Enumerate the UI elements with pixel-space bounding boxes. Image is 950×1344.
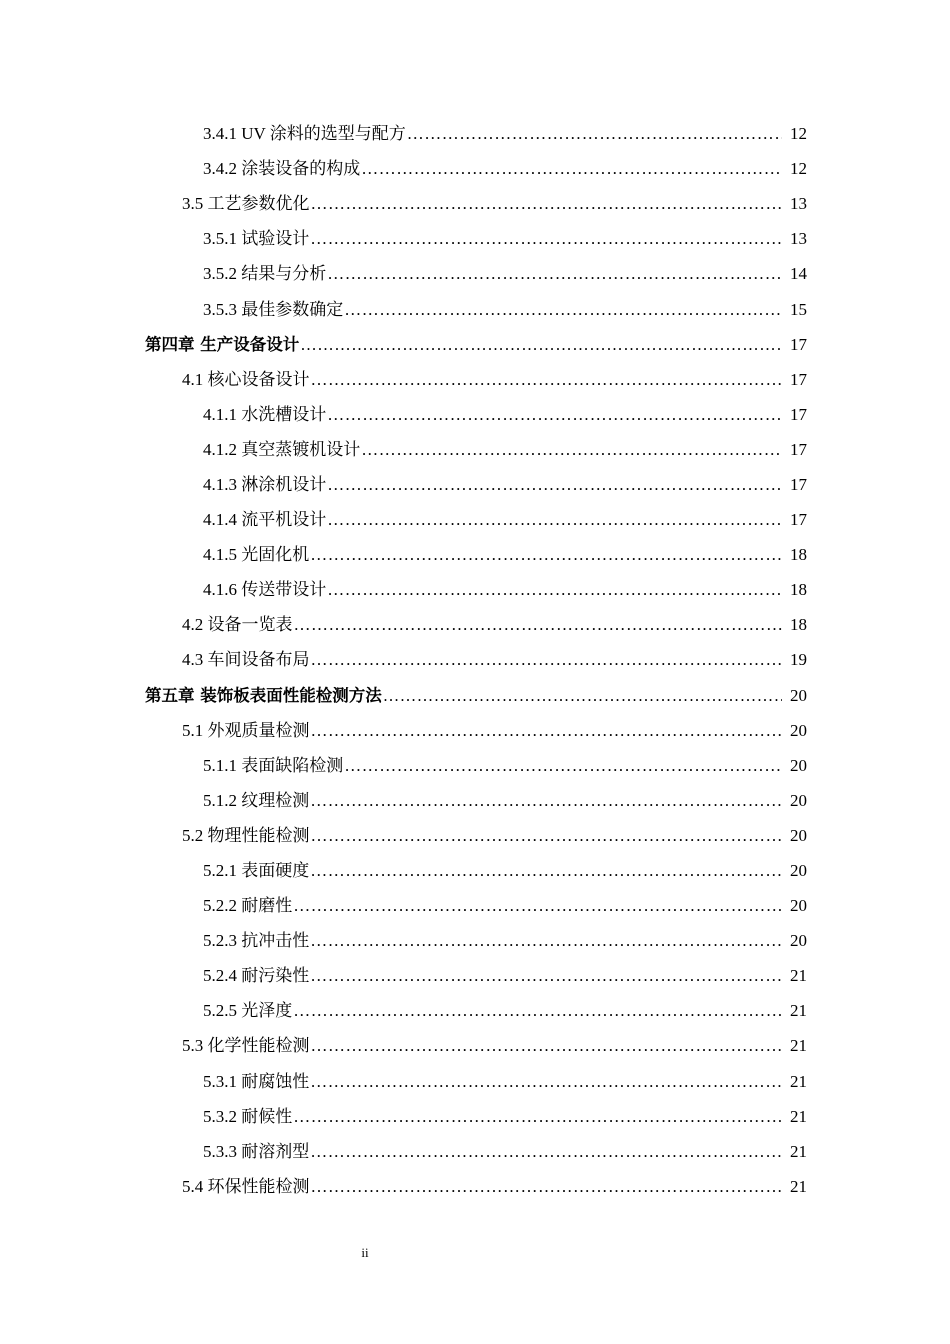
toc-dot-leader [310, 221, 782, 256]
toc-entry[interactable] [0, 818, 950, 853]
toc-entry-title: 4.1.6 传送带设计 [203, 580, 327, 600]
toc-dot-leader [327, 467, 782, 502]
toc-entry-title: 4.1.5 光固化机 [203, 545, 310, 565]
toc-entry[interactable] [0, 1099, 950, 1134]
toc-entry[interactable] [0, 888, 950, 923]
toc-entry[interactable] [0, 993, 950, 1028]
toc-entry-page-number: 20 [790, 931, 807, 951]
toc-dot-leader [310, 537, 782, 572]
toc-entry[interactable] [0, 1169, 950, 1204]
toc-entry[interactable] [0, 1064, 950, 1099]
toc-entry[interactable] [0, 572, 950, 607]
toc-dot-leader [310, 783, 782, 818]
toc-entry-page-number: 21 [790, 1071, 807, 1091]
toc-entry[interactable] [0, 713, 950, 748]
toc-dot-leader [310, 1064, 782, 1099]
toc-dot-leader [294, 607, 783, 642]
toc-dot-leader [361, 151, 782, 186]
toc-entry[interactable] [0, 678, 950, 713]
toc-entry-page-number: 14 [790, 264, 807, 284]
toc-entry-title: 5.3.2 耐候性 [203, 1106, 293, 1126]
toc-dot-leader [327, 572, 782, 607]
toc-entry-page-number: 20 [790, 755, 807, 775]
toc-entry-page-number: 17 [790, 404, 807, 424]
toc-entry[interactable] [0, 327, 950, 362]
toc-entry-page-number: 20 [790, 790, 807, 810]
toc-entry-page-number: 20 [790, 861, 807, 881]
toc-entry-title: 5.4 环保性能检测 [182, 1176, 310, 1196]
toc-entry[interactable] [0, 467, 950, 502]
toc-entry-page-number: 18 [790, 615, 807, 635]
toc-entry-title: 5.3.1 耐腐蚀性 [203, 1071, 310, 1091]
toc-entry-page-number: 17 [790, 369, 807, 389]
toc-entry-page-number: 17 [790, 439, 807, 459]
toc-dot-leader [311, 713, 783, 748]
toc-dot-leader [383, 678, 782, 713]
toc-dot-leader [300, 327, 782, 362]
toc-entry-title: 第四章 生产设备设计 [145, 334, 300, 354]
toc-dot-leader [311, 1028, 783, 1063]
toc-entry-page-number: 19 [790, 650, 807, 670]
toc-entry[interactable] [0, 853, 950, 888]
toc-dot-leader [310, 853, 782, 888]
toc-entry-page-number: 21 [790, 1176, 807, 1196]
toc-dot-leader [407, 116, 782, 151]
toc-entry-page-number: 20 [790, 825, 807, 845]
toc-entry-title: 5.1.1 表面缺陷检测 [203, 755, 344, 775]
toc-dot-leader [310, 1134, 782, 1169]
toc-entry-page-number: 17 [790, 334, 807, 354]
toc-dot-leader [327, 502, 782, 537]
toc-entry-title: 3.5.3 最佳参数确定 [203, 299, 344, 319]
toc-entry[interactable] [0, 186, 950, 221]
toc-entry-title: 5.3.3 耐溶剂型 [203, 1141, 310, 1161]
toc-entry[interactable] [0, 748, 950, 783]
toc-dot-leader [293, 888, 782, 923]
toc-entry-title: 4.1 核心设备设计 [182, 369, 310, 389]
toc-entry-page-number: 21 [790, 1106, 807, 1126]
toc-entry-title: 4.1.2 真空蒸镀机设计 [203, 439, 361, 459]
toc-entry-title: 5.2 物理性能检测 [182, 825, 310, 845]
toc-dot-leader [327, 256, 782, 291]
toc-entry-title: 5.2.3 抗冲击性 [203, 931, 310, 951]
toc-entry-page-number: 21 [790, 966, 807, 986]
toc-entry-page-number: 13 [790, 194, 807, 214]
toc-entry-page-number: 20 [790, 896, 807, 916]
toc-entry-title: 3.5 工艺参数优化 [182, 194, 310, 214]
toc-entry-title: 3.4.2 涂装设备的构成 [203, 159, 361, 179]
toc-dot-leader [344, 748, 782, 783]
toc-entry-title: 5.1 外观质量检测 [182, 720, 310, 740]
toc-entry-title: 3.5.2 结果与分析 [203, 264, 327, 284]
toc-entry-page-number: 15 [790, 299, 807, 319]
toc-entry-page-number: 18 [790, 580, 807, 600]
toc-entry[interactable] [0, 783, 950, 818]
toc-entry[interactable] [0, 607, 950, 642]
toc-entry-title: 3.4.1 UV 涂料的选型与配方 [203, 124, 406, 144]
toc-dot-leader [311, 186, 783, 221]
toc-entry[interactable] [0, 537, 950, 572]
toc-dot-leader [327, 397, 782, 432]
toc-entry-title: 4.1.4 流平机设计 [203, 510, 327, 530]
toc-entry[interactable] [0, 1028, 950, 1063]
toc-entry[interactable] [0, 221, 950, 256]
toc-dot-leader [311, 362, 783, 397]
toc-dot-leader [310, 923, 782, 958]
toc-entry[interactable] [0, 1134, 950, 1169]
toc-entry[interactable] [0, 151, 950, 186]
toc-entry[interactable] [0, 291, 950, 326]
toc-dot-leader [310, 958, 782, 993]
toc-entry[interactable] [0, 256, 950, 291]
toc-dot-leader [361, 432, 782, 467]
toc-entry[interactable] [0, 923, 950, 958]
toc-entry-page-number: 17 [790, 474, 807, 494]
toc-entry[interactable] [0, 642, 950, 677]
toc-entry-title: 5.2.1 表面硬度 [203, 861, 310, 881]
toc-entry-title: 5.1.2 纹理检测 [203, 790, 310, 810]
toc-entry[interactable] [0, 397, 950, 432]
table-of-contents [0, 116, 950, 1204]
toc-dot-leader [344, 292, 782, 327]
toc-entry[interactable] [0, 432, 950, 467]
toc-entry-title: 3.5.1 试验设计 [203, 229, 310, 249]
toc-entry-page-number: 21 [790, 1001, 807, 1021]
toc-entry-page-number: 20 [790, 685, 807, 705]
toc-entry[interactable] [0, 502, 950, 537]
toc-entry-page-number: 21 [790, 1141, 807, 1161]
toc-dot-leader [311, 1169, 783, 1204]
toc-entry-page-number: 12 [790, 159, 807, 179]
toc-entry[interactable] [0, 362, 950, 397]
toc-entry-title: 4.1.1 水洗槽设计 [203, 404, 327, 424]
toc-entry-title: 5.2.2 耐磨性 [203, 896, 293, 916]
toc-entry-title: 4.2 设备一览表 [182, 615, 293, 635]
toc-entry[interactable] [0, 116, 950, 151]
toc-entry-title: 5.2.5 光泽度 [203, 1001, 293, 1021]
toc-entry-title: 5.3 化学性能检测 [182, 1036, 310, 1056]
toc-entry-title: 第五章 装饰板表面性能检测方法 [145, 685, 382, 705]
toc-entry-page-number: 18 [790, 545, 807, 565]
toc-dot-leader [311, 818, 783, 853]
toc-dot-leader [293, 1099, 782, 1134]
toc-entry-page-number: 13 [790, 229, 807, 249]
toc-entry-title: 4.3 车间设备布局 [182, 650, 310, 670]
toc-entry-page-number: 17 [790, 510, 807, 530]
toc-dot-leader [311, 642, 783, 677]
footer-page-number: ii [361, 1245, 369, 1260]
toc-entry-page-number: 12 [790, 124, 807, 144]
toc-entry-page-number: 20 [790, 720, 807, 740]
toc-entry-title: 4.1.3 淋涂机设计 [203, 474, 327, 494]
toc-entry-title: 5.2.4 耐污染性 [203, 966, 310, 986]
toc-entry-page-number: 21 [790, 1036, 807, 1056]
toc-dot-leader [293, 993, 782, 1028]
toc-entry[interactable] [0, 958, 950, 993]
